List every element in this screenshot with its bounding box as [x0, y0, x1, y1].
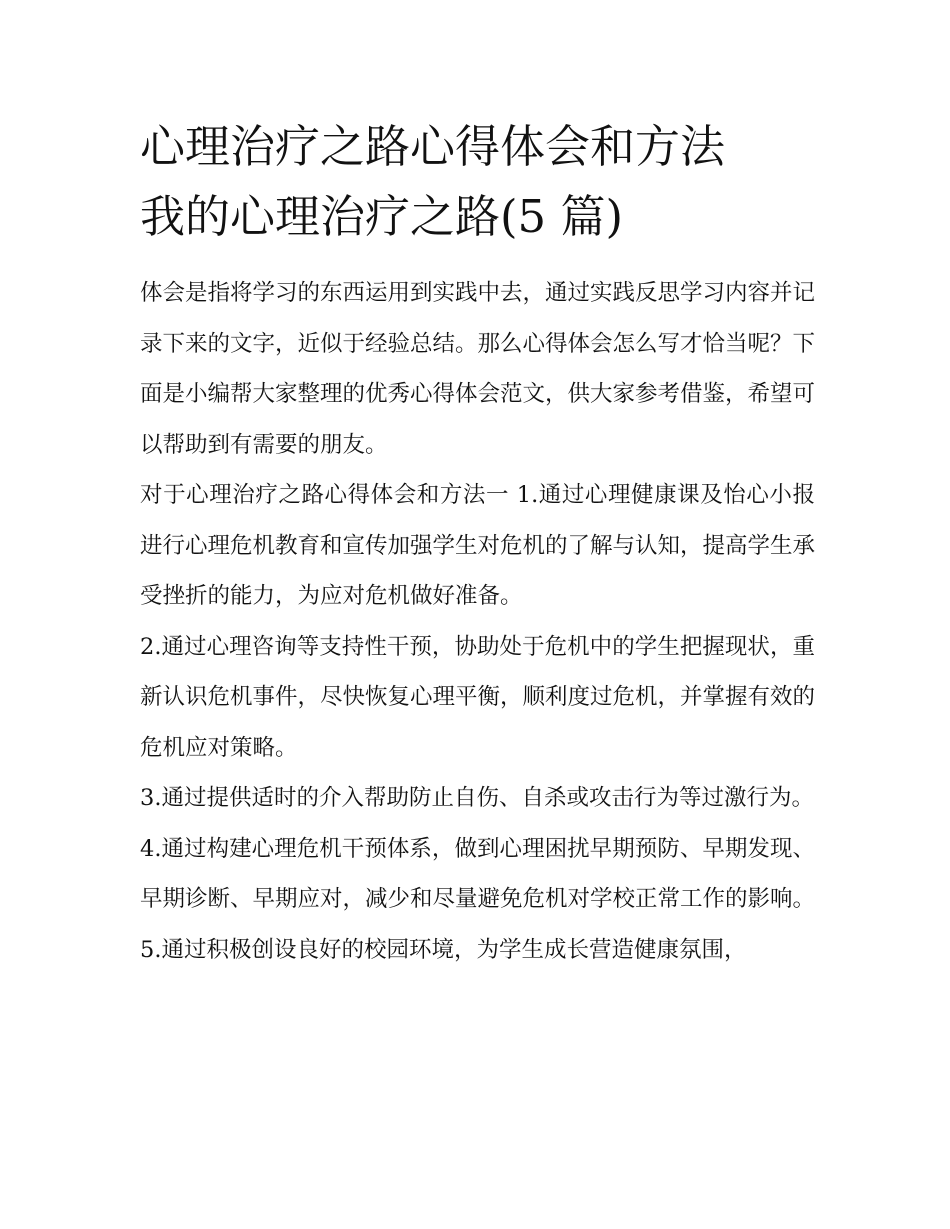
- list-item-paragraph: 5.通过积极创设良好的校园环境，为学生成长营造健康氛围，: [140, 936, 747, 963]
- list-item-paragraph: 2.通过心理咨询等支持性干预，协助处于危机中的学生把握现状，重新认识危机事件，尽快恢复心理平衡，顺利度过危机，并掌握有效的危机应对策略。: [140, 633, 816, 761]
- title-line-2: 我的心理治疗之路(5 篇): [140, 190, 624, 243]
- list-item-paragraph: 4.通过构建心理危机干预体系，做到心理困扰早期预防、早期发现、早期诊断、早期应对，减少和尽量避免危机对学校正常工作的影响。: [140, 835, 816, 912]
- document-body: [140, 112, 815, 975]
- intro-paragraph: 体会是指将学习的东西运用到实践中去，通过实践反思学习内容并记录下来的文字，近似于经验总结。那么心得体会怎么写才恰当呢？下面是小编帮大家整理的优秀心得体会范文，供大家参考借鉴，希望可以帮助到有需要的朋友。: [140, 280, 816, 458]
- document-title: [140, 112, 815, 252]
- list-item-paragraph: 3.通过提供适时的介入帮助防止自伤、自杀或攻击行为等过激行为。: [140, 785, 814, 811]
- title-line-1: 心理治疗之路心得体会和方法: [140, 120, 726, 173]
- section-paragraph: 对于心理治疗之路心得体会和方法一 1.通过心理健康课及怡心小报进行心理危机教育和宣传加强学生对危机的了解与认知，提高学生承受挫折的能力，为应对危机做好准备。: [140, 482, 816, 609]
